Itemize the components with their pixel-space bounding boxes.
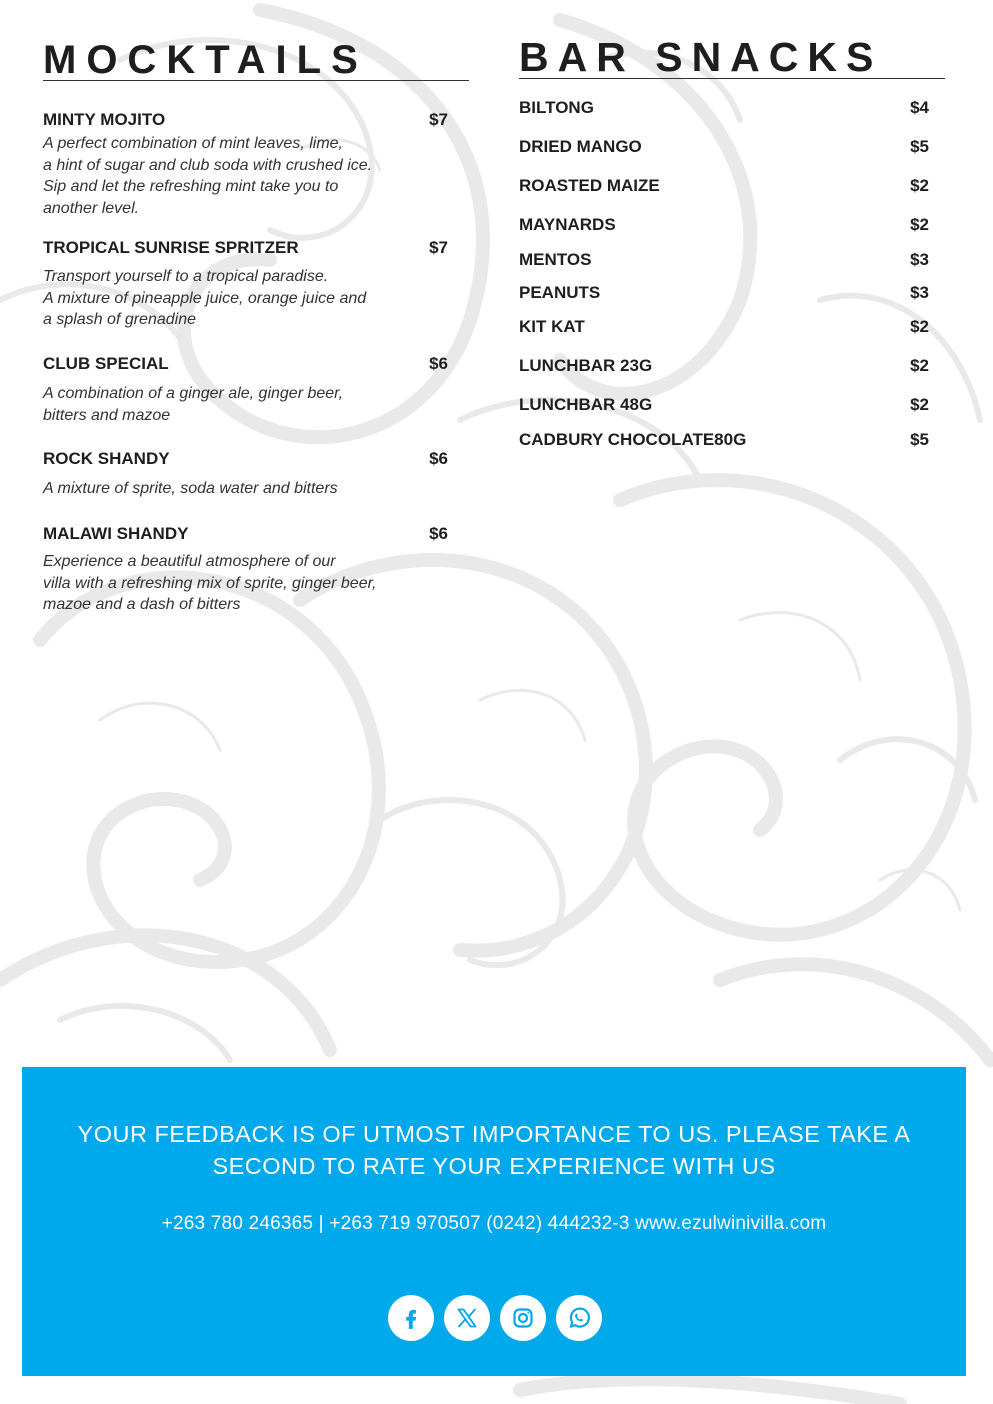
mocktail-description: A mixture of sprite, soda water and bitters	[43, 480, 338, 497]
contact-details: +263 780 246365 | +263 719 970507 (0242) 444232-3 www.ezulwinivilla.com	[161, 1213, 827, 1234]
feedback-banner	[22, 1067, 966, 1376]
snack-name: BILTONG	[519, 98, 594, 117]
bar-snacks-title-rule	[519, 78, 945, 79]
snack-price: $2	[910, 317, 929, 336]
snack-name: CADBURY CHOCOLATE80G	[519, 430, 747, 449]
snack-name: DRIED MANGO	[519, 137, 642, 156]
instagram-icon[interactable]	[500, 1295, 546, 1341]
snack-name: ROASTED MAIZE	[519, 176, 660, 195]
x-icon[interactable]	[444, 1295, 490, 1341]
mocktail-description: A combination of a ginger ale, ginger beer, bitters and mazoe	[43, 385, 344, 424]
snack-price: $5	[910, 430, 929, 449]
snack-price: $2	[910, 395, 929, 414]
mocktails-title: MOCKTAILS	[43, 38, 368, 82]
bar-snacks-title: BAR SNACKS	[519, 34, 883, 80]
snack-price: $3	[910, 250, 929, 269]
mocktail-price: $7	[429, 110, 448, 129]
mocktail-description: Transport yourself to a tropical paradise. A mixture of pineapple juice, orange juice and a splash of grenadine	[43, 268, 367, 328]
mocktail-price: $7	[429, 238, 448, 257]
snack-price: $2	[910, 176, 929, 195]
mocktail-name: CLUB SPECIAL	[43, 354, 169, 373]
snack-name: MENTOS	[519, 250, 592, 269]
mocktail-name: MALAWI SHANDY	[43, 524, 189, 543]
snack-name: PEANUTS	[519, 283, 601, 302]
mocktail-name: TROPICAL SUNRISE SPRITZER	[43, 238, 299, 257]
snack-name: KIT KAT	[519, 317, 585, 336]
snack-price: $3	[910, 283, 929, 302]
mocktail-price: $6	[429, 354, 448, 373]
snack-price: $5	[910, 137, 929, 156]
snack-name: LUNCHBAR 23G	[519, 356, 653, 375]
social-links	[388, 1295, 602, 1341]
feedback-message: YOUR FEEDBACK IS OF UTMOST IMPORTANCE TO US. PLEASE TAKE A SECOND TO RATE YOUR EXPERIENCE WITH US	[77, 1121, 911, 1179]
whatsapp-icon[interactable]	[556, 1295, 602, 1341]
mocktail-price: $6	[429, 524, 448, 543]
mocktail-name: ROCK SHANDY	[43, 449, 170, 468]
mocktail-price: $6	[429, 449, 448, 468]
snack-name: LUNCHBAR 48G	[519, 395, 653, 414]
snack-price: $2	[910, 356, 929, 375]
snack-name: MAYNARDS	[519, 215, 616, 234]
mocktail-description: Experience a beautiful atmosphere of our villa with a refreshing mix of sprite, ginger beer, mazoe and a dash of bitters	[43, 553, 377, 613]
mocktail-name: MINTY MOJITO	[43, 110, 166, 129]
facebook-icon[interactable]	[388, 1295, 434, 1341]
mocktails-title-rule	[43, 80, 469, 81]
mocktail-description: A perfect combination of mint leaves, lime, a hint of sugar and club soda with crushed ice. Sip and let the refreshing mint take you to another level.	[43, 135, 373, 217]
snack-price: $2	[910, 215, 929, 234]
snack-price: $4	[910, 98, 929, 117]
